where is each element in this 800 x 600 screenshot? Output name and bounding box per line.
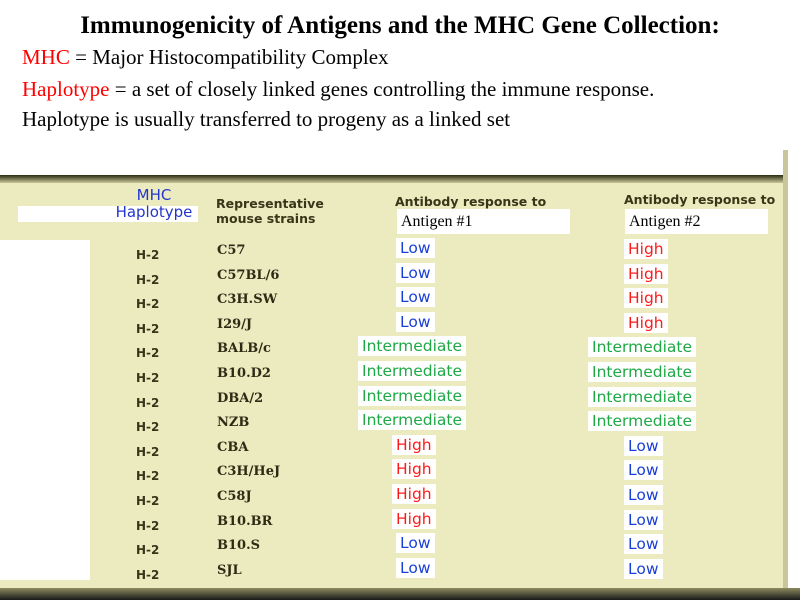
antigen-2-response: High — [624, 313, 668, 333]
scan-edge-top — [0, 175, 788, 183]
mhc-term: MHC — [22, 45, 70, 69]
haplotype-cell: H-2 — [136, 469, 160, 484]
haplotype-term: Haplotype — [22, 77, 110, 101]
antibody-response-header-2: Antibody response to — [624, 192, 776, 207]
mhc-header-line2: Haplotype — [115, 203, 193, 221]
antigen-1-response: Low — [396, 558, 435, 578]
strain-cell: C3H/HeJ — [217, 464, 281, 480]
antigen-1-response: High — [392, 459, 436, 479]
antigen-2-response: Low — [624, 485, 663, 505]
antigen-2-response: Low — [624, 460, 663, 480]
haplotype-definition-text: = a set of closely linked genes controlling the immune response. — [109, 77, 655, 101]
antigen-1-response: Intermediate — [358, 410, 466, 430]
strain-cell: BALB/c — [217, 341, 271, 357]
haplotype-note: Haplotype is usually transferred to progeny as a linked set — [22, 107, 511, 131]
antigen-1-response: Intermediate — [358, 361, 466, 381]
mhc-definition-text: = Major Histocompatibility Complex — [69, 45, 389, 69]
strain-cell: SJL — [217, 562, 242, 578]
haplotype-cell: H-2 — [136, 395, 160, 410]
haplotype-cell: H-2 — [136, 371, 160, 385]
antigen-1-response: Low — [396, 533, 435, 553]
strain-cell: CBA — [217, 439, 249, 455]
strain-cell: NZB — [217, 415, 250, 431]
strain-cell: C58J — [217, 489, 252, 504]
mhc-definition — [22, 45, 389, 70]
haplotype-cell: H-2 — [136, 346, 160, 361]
antigen-1-response: High — [392, 509, 436, 529]
strains-header-line2: mouse strains — [216, 211, 316, 226]
scan-edge-right — [783, 150, 788, 590]
antigen-1-response: Low — [396, 287, 435, 307]
antigen-1-response: Intermediate — [358, 386, 466, 406]
strain-cell: B10.S — [217, 538, 260, 554]
scanned-table-image — [0, 175, 788, 593]
scan-edge-bottom — [0, 588, 800, 600]
antigen-2-response: High — [624, 288, 668, 308]
blank-strip — [0, 240, 90, 580]
antigen-2-response: Intermediate — [588, 337, 696, 357]
antigen-1-response: Low — [396, 238, 435, 258]
haplotype-cell: H-2 — [136, 567, 160, 582]
antigen-1-label: Antigen #1 — [397, 209, 570, 234]
antigen-1-response: High — [392, 484, 436, 504]
mhc-header-line1: MHC — [136, 186, 172, 204]
antigen-2-response: Intermediate — [588, 362, 696, 382]
haplotype-cell: H-2 — [136, 444, 160, 459]
strain-cell: C57BL/6 — [217, 267, 280, 283]
antigen-2-response: Intermediate — [588, 387, 696, 407]
antigen-1-response: Low — [396, 312, 435, 332]
haplotype-cell: H-2 — [136, 297, 160, 312]
antigen-1-response: High — [392, 435, 436, 455]
strains-header-line1: Representative — [216, 196, 324, 211]
antigen-2-response: Low — [624, 436, 663, 456]
haplotype-cell: H-2 — [136, 543, 160, 558]
antigen-2-response: Low — [624, 559, 663, 579]
haplotype-cell: H-2 — [136, 420, 160, 435]
haplotype-definition — [22, 77, 654, 102]
antigen-2-response: Intermediate — [588, 411, 696, 431]
haplotype-cell: H-2 — [136, 518, 160, 533]
antigen-1-response: Low — [396, 263, 435, 283]
antigen-2-response: High — [624, 264, 668, 284]
slide-title: Immunogenicity of Antigens and the MHC Gene Collection: — [80, 12, 720, 39]
antigen-1-response: Intermediate — [358, 336, 466, 356]
strain-cell: B10.BR — [217, 513, 273, 529]
strain-cell: I29/J — [217, 316, 253, 332]
haplotype-cell: H-2 — [136, 321, 160, 336]
antigen-2-label: Antigen #2 — [625, 209, 768, 234]
strain-cell: B10.D2 — [217, 366, 271, 381]
strains-header — [216, 196, 324, 226]
haplotype-cell: H-2 — [136, 494, 160, 508]
antibody-response-header-1: Antibody response to — [395, 194, 547, 209]
antigen-2-response: Low — [624, 510, 663, 530]
strain-cell: DBA/2 — [217, 390, 264, 406]
haplotype-cell: H-2 — [136, 248, 160, 262]
antigen-2-response: Low — [624, 534, 663, 554]
antigen-2-response: High — [624, 239, 668, 259]
strain-cell: C57 — [217, 243, 246, 258]
strain-cell: C3H.SW — [217, 292, 278, 308]
haplotype-cell: H-2 — [136, 272, 160, 287]
mhc-haplotype-header — [104, 187, 204, 221]
